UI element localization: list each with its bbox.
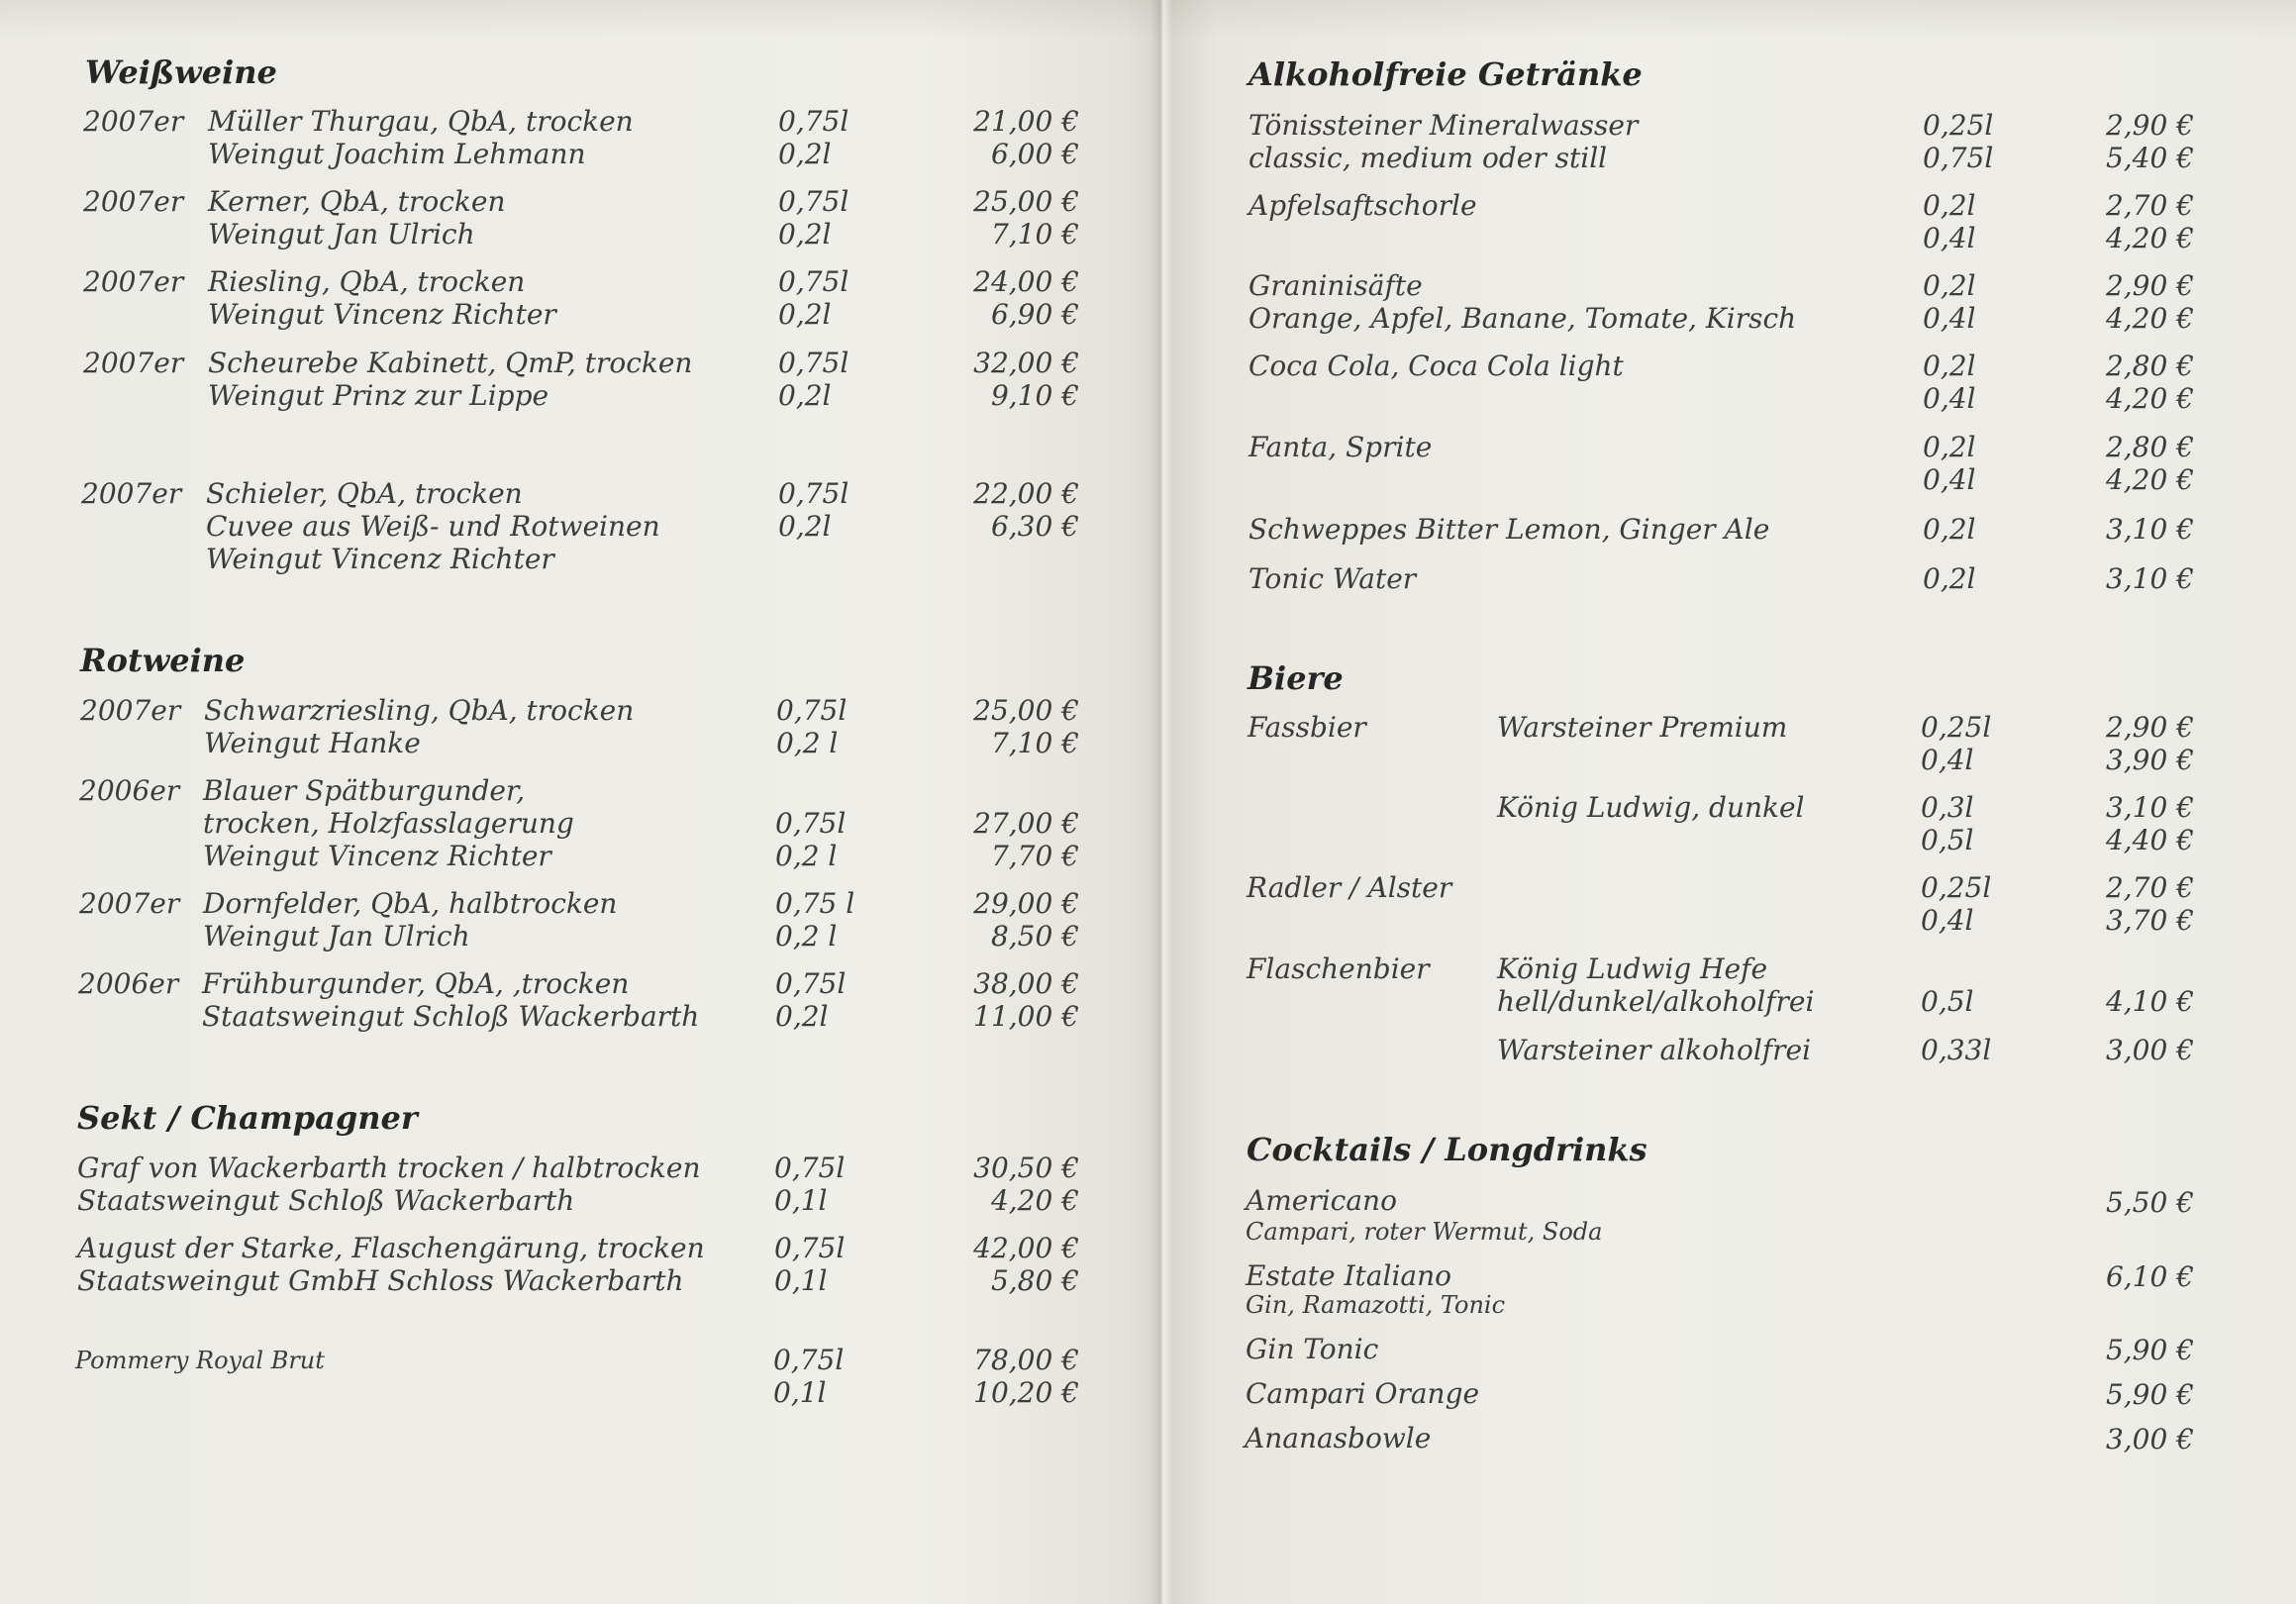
size-bottle: 0,75l [778,347,849,379]
wine-producer: Weingut Prinz zur Lippe [208,379,549,412]
size-glass: 0,2l [778,379,832,412]
wine-producer: Weingut Joachim Lehmann [208,138,586,170]
price-glass: 6,90 € [990,298,1079,331]
size-small: 0,4l [1923,382,1976,415]
price-large: 2,80 € [2105,350,2194,382]
size-large: 0,5l [1921,824,1974,856]
wine-name: Scheurebe Kabinett, QmP, trocken [208,347,693,379]
price-bottle: 32,00 € [973,347,1079,379]
size-small: 0,75l [1923,142,1994,174]
drink-name: Schweppes Bitter Lemon, Ginger Ale [1248,513,1770,546]
beer-description: hell/dunkel/alkoholfrei [1497,985,1815,1018]
wine-producer: Weingut Vincenz Richter [206,543,554,575]
size-bottle: 0,75l [778,477,849,510]
size-small: 0,4l [1923,302,1976,335]
wine-name: Blauer Spätburgunder, [203,774,526,807]
size-large: 0,2l [1923,350,1976,382]
cocktail-name: Gin Tonic [1246,1333,1379,1365]
vintage: 2007er [79,887,180,920]
cocktail-price: 5,90 € [2105,1334,2194,1366]
size-bottle: 0,75l [778,265,849,298]
size-bottle: 0,75l [774,1152,846,1184]
section-heading: Sekt / Champagner [77,1099,418,1137]
price-small: 3,70 € [2105,904,2194,937]
size-large: 0,2l [1923,269,1976,302]
drink-name: Fanta, Sprite [1248,431,1433,463]
beer-category: Flaschenbier [1247,952,1430,985]
cocktail-ingredients: Campari, roter Wermut, Soda [1246,1218,1603,1246]
price-large: 4,10 € [2105,985,2194,1018]
drink-name: Graninisäfte [1248,269,1423,302]
price-large: 2,70 € [2105,189,2194,222]
size-glass: 0,2l [778,298,832,331]
beer-name: König Ludwig, dunkel [1497,791,1805,824]
cocktail-price: 3,00 € [2105,1423,2194,1455]
size-large: 0,33l [1921,1034,1992,1066]
price-glass: 4,20 € [990,1184,1079,1217]
size-bottle: 0,75l [774,1232,846,1264]
price-small: 4,20 € [2105,302,2194,335]
size-large: 0,5l [1921,985,1974,1018]
price-small: 4,20 € [2105,463,2194,496]
wine-producer: Weingut Hanke [204,727,421,759]
vintage: 2007er [83,185,184,218]
price-bottle: 21,00 € [973,105,1079,138]
size-glass: 0,2 l [775,920,838,952]
size-bottle: 0,75l [775,807,847,840]
price-bottle: 29,00 € [973,887,1079,920]
beer-name: König Ludwig Hefe [1497,952,1768,985]
drink-description: Orange, Apfel, Banane, Tomate, Kirsch [1248,302,1797,335]
drink-name: Tönissteiner Mineralwasser [1248,109,1639,142]
price-large: 2,70 € [2105,871,2194,904]
price-large: 2,90 € [2105,269,2194,302]
wine-name: Schieler, QbA, trocken [206,477,523,510]
section-heading: Biere [1248,659,1344,697]
beer-name: Warsteiner Premium [1497,711,1788,744]
size-glass: 0,2l [778,218,832,251]
price-small: 5,40 € [2105,142,2194,174]
size-bottle: 0,75l [775,967,847,1000]
size-glass: 0,2l [778,510,832,543]
price-glass: 11,00 € [973,1000,1079,1033]
price-bottle: 22,00 € [973,477,1079,510]
beer-category: Radler / Alster [1247,871,1452,904]
size-small: 0,4l [1923,222,1976,254]
size-large: 0,2l [1923,431,1976,463]
size-large: 0,2l [1923,189,1976,222]
cocktail-price: 6,10 € [2105,1260,2194,1293]
beer-category: Fassbier [1248,711,1366,744]
size-bottle: 0,75l [778,185,849,218]
price-bottle: 78,00 € [973,1344,1079,1376]
size-large: 0,25l [1921,871,1992,904]
price-large: 2,90 € [2105,109,2194,142]
cocktail-name: Campari Orange [1246,1377,1480,1410]
section-heading: Alkoholfreie Getränke [1248,55,1643,93]
wine-name: Pommery Royal Brut [75,1347,325,1374]
wine-name: Müller Thurgau, QbA, trocken [208,105,634,138]
price-glass: 9,10 € [990,379,1079,412]
wine-name: Frühburgunder, QbA, ,trocken [202,967,630,1000]
price-bottle: 24,00 € [973,265,1079,298]
price-glass: 7,70 € [990,840,1079,872]
size-glass: 0,1l [773,1376,827,1409]
section-heading: Weißweine [85,53,277,91]
size-glass: 0,2l [775,1000,829,1033]
price-bottle: 25,00 € [973,185,1079,218]
size-bottle: 0,75 l [775,887,855,920]
cocktail-price: 5,90 € [2105,1378,2194,1411]
section-heading: Rotweine [80,642,246,679]
wine-producer: Weingut Vincenz Richter [203,840,551,872]
wine-name: Schwarzriesling, QbA, trocken [204,694,635,727]
price-large: 3,10 € [2105,513,2194,546]
cocktail-price: 5,50 € [2105,1186,2194,1219]
size-large: 0,25l [1923,109,1994,142]
size-large: 0,2l [1923,513,1976,546]
price-large: 3,10 € [2105,562,2194,595]
wine-producer: Staatsweingut Schloß Wackerbarth [77,1184,575,1217]
drink-name: Coca Cola, Coca Cola light [1248,350,1624,382]
price-glass: 6,00 € [990,138,1079,170]
wine-producer: Weingut Jan Ulrich [208,218,475,251]
price-glass: 7,10 € [990,218,1079,251]
price-small: 4,20 € [2105,382,2194,415]
cocktail-name: Estate Italiano [1246,1259,1451,1292]
wine-name: Graf von Wackerbarth trocken / halbtrocken [77,1152,701,1184]
vintage: 2007er [83,265,184,298]
price-bottle: 27,00 € [973,807,1079,840]
wine-producer: Staatsweingut GmbH Schloss Wackerbarth [77,1264,684,1297]
size-glass: 0,1l [774,1184,828,1217]
vintage: 2007er [81,477,182,510]
wine-name: Kerner, QbA, trocken [208,185,506,218]
vintage: 2006er [79,774,180,807]
price-large: 4,40 € [2105,824,2194,856]
size-small: 0,4l [1923,463,1976,496]
size-small: 0,4l [1921,744,1974,776]
price-small: 4,20 € [2105,222,2194,254]
size-bottle: 0,75l [773,1344,845,1376]
price-glass: 6,30 € [990,510,1079,543]
price-large: 3,00 € [2105,1034,2194,1066]
wine-producer: Staatsweingut Schloß Wackerbarth [202,1000,700,1033]
cocktail-name: Ananasbowle [1245,1422,1432,1454]
drink-description: classic, medium oder still [1248,142,1608,174]
wine-producer: Weingut Jan Ulrich [203,920,470,952]
size-glass: 0,2l [778,138,832,170]
price-bottle: 42,00 € [973,1232,1079,1264]
price-small: 3,90 € [2105,744,2194,776]
drink-name: Apfelsaftschorle [1248,189,1477,222]
vintage: 2007er [80,694,181,727]
size-bottle: 0,75l [776,694,848,727]
price-glass: 10,20 € [973,1376,1079,1409]
wine-producer: Weingut Vincenz Richter [208,298,556,331]
top-shadow [0,0,2296,40]
page-fold [1150,0,1172,1604]
size-glass: 0,1l [774,1264,828,1297]
section-heading: Cocktails / Longdrinks [1247,1131,1647,1168]
price-bottle: 38,00 € [973,967,1079,1000]
vintage: 2007er [83,105,184,138]
size-small: 0,4l [1921,904,1974,937]
size-glass: 0,2 l [775,840,838,872]
price-glass: 8,50 € [990,920,1079,952]
price-large: 2,80 € [2105,431,2194,463]
wine-name: August der Starke, Flaschengärung, trocken [77,1232,705,1264]
wine-name: Dornfelder, QbA, halbtrocken [203,887,618,920]
price-large: 2,90 € [2105,711,2194,744]
price-glass: 5,80 € [990,1264,1079,1297]
price-small: 3,10 € [2105,791,2194,824]
size-large: 0,2l [1923,562,1976,595]
vintage: 2007er [83,347,184,379]
price-bottle: 25,00 € [973,694,1079,727]
size-large: 0,25l [1921,711,1992,744]
wine-description: Cuvee aus Weiß- und Rotweinen [206,510,660,543]
price-glass: 7,10 € [990,727,1079,759]
wine-description: trocken, Holzfasslagerung [203,807,574,840]
beer-name: Warsteiner alkoholfrei [1497,1034,1812,1066]
price-bottle: 30,50 € [973,1152,1079,1184]
cocktail-name: Americano [1246,1184,1397,1217]
drink-name: Tonic Water [1248,562,1417,595]
size-bottle: 0,75l [778,105,849,138]
size-glass: 0,2 l [776,727,839,759]
cocktail-ingredients: Gin, Ramazotti, Tonic [1246,1291,1506,1319]
vintage: 2006er [78,967,179,1000]
size-small: 0,3l [1921,791,1974,824]
wine-name: Riesling, QbA, trocken [208,265,526,298]
